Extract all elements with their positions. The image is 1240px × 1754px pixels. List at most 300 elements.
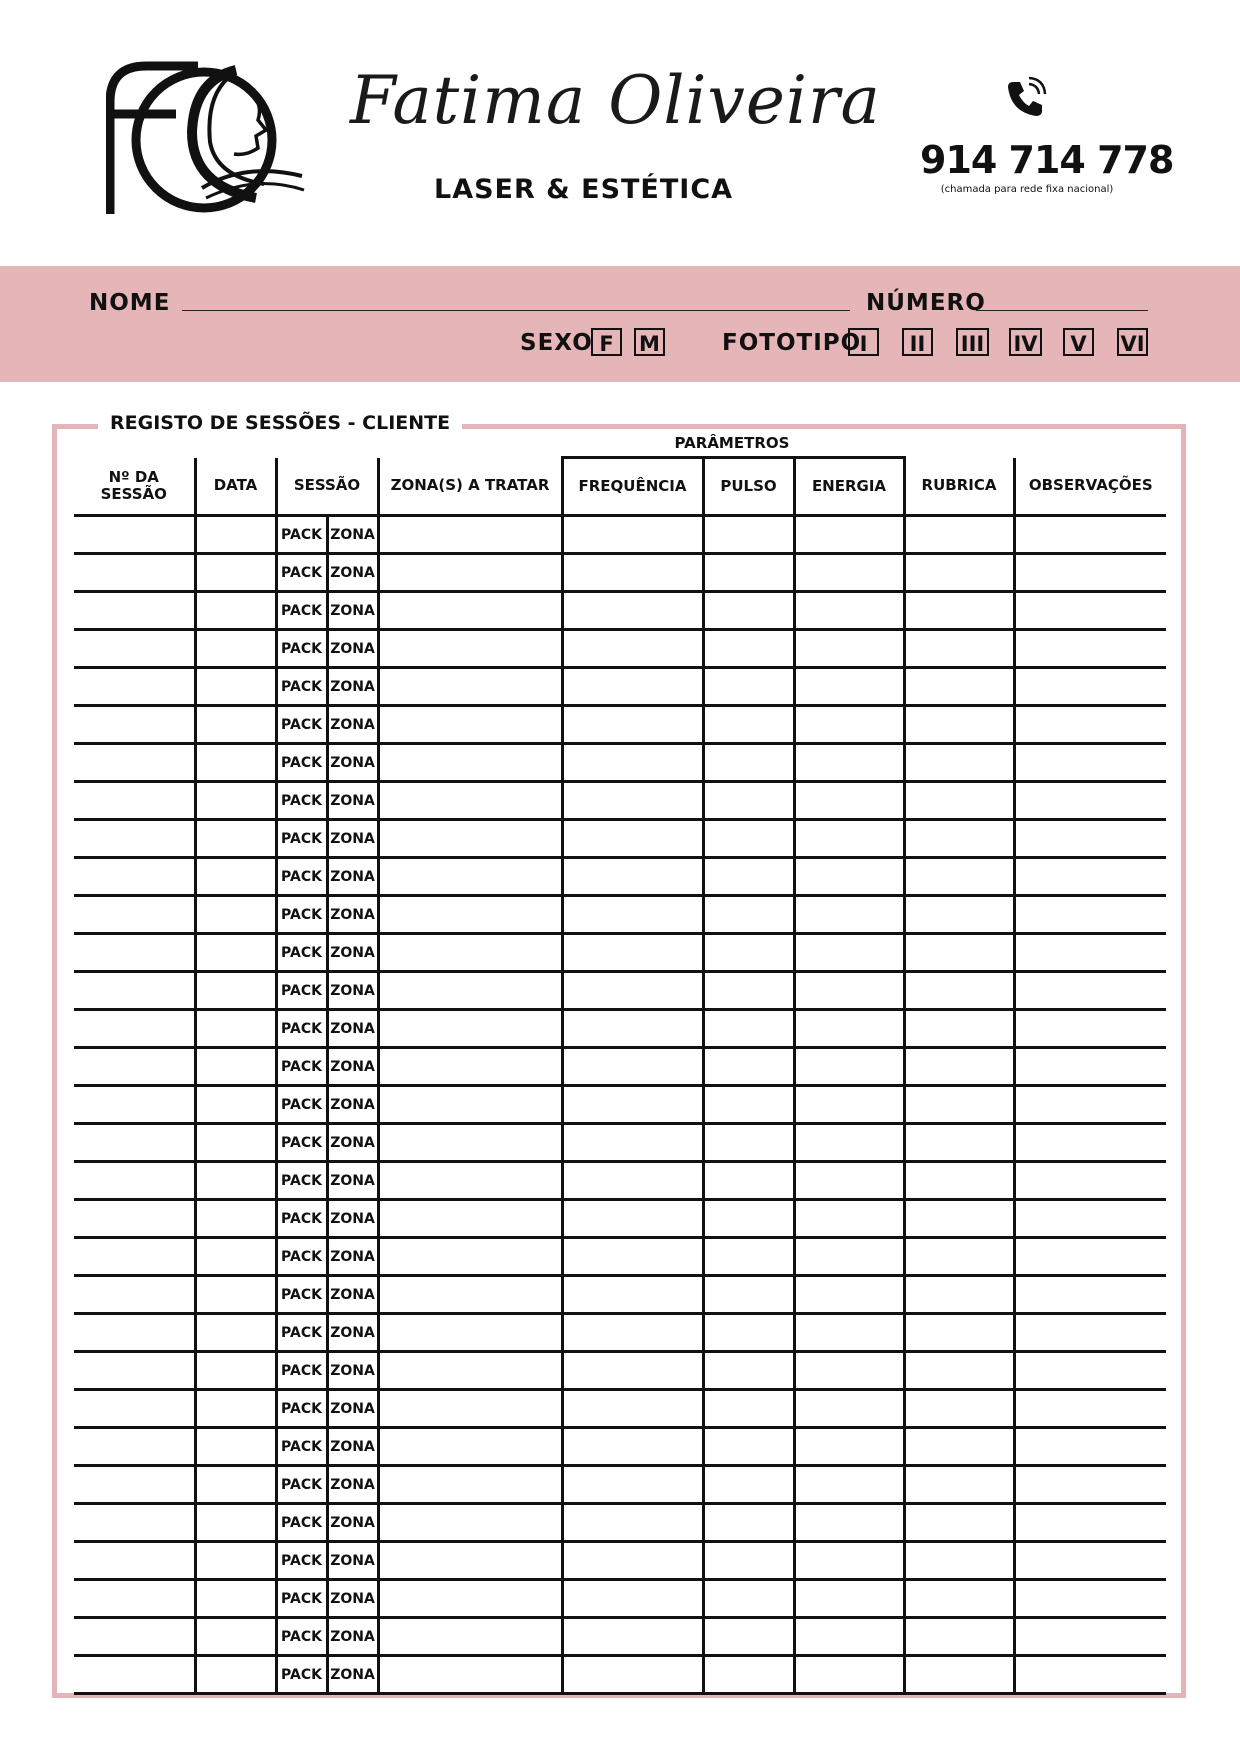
date-cell[interactable]	[195, 1124, 276, 1162]
frequency-cell[interactable]	[562, 706, 703, 744]
frequency-cell[interactable]	[562, 592, 703, 630]
pulse-cell[interactable]	[703, 1314, 794, 1352]
frequency-cell[interactable]	[562, 972, 703, 1010]
notes-cell[interactable]	[1014, 1276, 1166, 1314]
date-cell[interactable]	[195, 706, 276, 744]
date-cell[interactable]	[195, 554, 276, 592]
phototype-option-iv[interactable]: IV	[1009, 328, 1042, 356]
session-number-cell[interactable]	[74, 1542, 195, 1580]
pack-tag[interactable]: PACK	[276, 1466, 327, 1504]
signature-cell[interactable]	[904, 592, 1014, 630]
pulse-cell[interactable]	[703, 630, 794, 668]
session-number-cell[interactable]	[74, 896, 195, 934]
date-cell[interactable]	[195, 1656, 276, 1694]
session-number-cell[interactable]	[74, 1352, 195, 1390]
zones-cell[interactable]	[378, 858, 562, 896]
session-number-cell[interactable]	[74, 516, 195, 554]
session-number-cell[interactable]	[74, 1086, 195, 1124]
date-cell[interactable]	[195, 1504, 276, 1542]
pack-tag[interactable]: PACK	[276, 1618, 327, 1656]
phototype-option-ii[interactable]: II	[902, 328, 933, 356]
signature-cell[interactable]	[904, 1048, 1014, 1086]
signature-cell[interactable]	[904, 972, 1014, 1010]
zones-cell[interactable]	[378, 516, 562, 554]
date-cell[interactable]	[195, 858, 276, 896]
zones-cell[interactable]	[378, 1542, 562, 1580]
session-number-cell[interactable]	[74, 706, 195, 744]
signature-cell[interactable]	[904, 782, 1014, 820]
pack-tag[interactable]: PACK	[276, 516, 327, 554]
notes-cell[interactable]	[1014, 554, 1166, 592]
pack-tag[interactable]: PACK	[276, 1390, 327, 1428]
pulse-cell[interactable]	[703, 1390, 794, 1428]
energy-cell[interactable]	[794, 1390, 904, 1428]
zone-tag[interactable]: ZONA	[327, 1276, 378, 1314]
pack-tag[interactable]: PACK	[276, 1010, 327, 1048]
notes-cell[interactable]	[1014, 934, 1166, 972]
zone-tag[interactable]: ZONA	[327, 820, 378, 858]
notes-cell[interactable]	[1014, 1428, 1166, 1466]
date-cell[interactable]	[195, 1200, 276, 1238]
energy-cell[interactable]	[794, 1086, 904, 1124]
session-number-cell[interactable]	[74, 744, 195, 782]
pack-tag[interactable]: PACK	[276, 706, 327, 744]
zones-cell[interactable]	[378, 1390, 562, 1428]
session-number-cell[interactable]	[74, 1428, 195, 1466]
session-number-cell[interactable]	[74, 1010, 195, 1048]
date-cell[interactable]	[195, 820, 276, 858]
pack-tag[interactable]: PACK	[276, 1656, 327, 1694]
energy-cell[interactable]	[794, 1618, 904, 1656]
signature-cell[interactable]	[904, 1618, 1014, 1656]
zones-cell[interactable]	[378, 554, 562, 592]
pack-tag[interactable]: PACK	[276, 1238, 327, 1276]
notes-cell[interactable]	[1014, 1580, 1166, 1618]
pulse-cell[interactable]	[703, 1466, 794, 1504]
pack-tag[interactable]: PACK	[276, 782, 327, 820]
frequency-cell[interactable]	[562, 1466, 703, 1504]
sex-option-m[interactable]: M	[634, 328, 665, 356]
zone-tag[interactable]: ZONA	[327, 1618, 378, 1656]
zones-cell[interactable]	[378, 1314, 562, 1352]
session-number-cell[interactable]	[74, 1656, 195, 1694]
notes-cell[interactable]	[1014, 1200, 1166, 1238]
signature-cell[interactable]	[904, 706, 1014, 744]
date-cell[interactable]	[195, 1276, 276, 1314]
energy-cell[interactable]	[794, 858, 904, 896]
energy-cell[interactable]	[794, 1162, 904, 1200]
date-cell[interactable]	[195, 1352, 276, 1390]
signature-cell[interactable]	[904, 1200, 1014, 1238]
zones-cell[interactable]	[378, 896, 562, 934]
zones-cell[interactable]	[378, 1504, 562, 1542]
date-cell[interactable]	[195, 1314, 276, 1352]
notes-cell[interactable]	[1014, 1048, 1166, 1086]
frequency-cell[interactable]	[562, 1086, 703, 1124]
frequency-cell[interactable]	[562, 668, 703, 706]
session-number-cell[interactable]	[74, 1504, 195, 1542]
date-cell[interactable]	[195, 744, 276, 782]
signature-cell[interactable]	[904, 1542, 1014, 1580]
frequency-cell[interactable]	[562, 782, 703, 820]
zone-tag[interactable]: ZONA	[327, 554, 378, 592]
zone-tag[interactable]: ZONA	[327, 1162, 378, 1200]
notes-cell[interactable]	[1014, 1466, 1166, 1504]
signature-cell[interactable]	[904, 1086, 1014, 1124]
frequency-cell[interactable]	[562, 820, 703, 858]
session-number-cell[interactable]	[74, 858, 195, 896]
pulse-cell[interactable]	[703, 1542, 794, 1580]
zone-tag[interactable]: ZONA	[327, 1238, 378, 1276]
zone-tag[interactable]: ZONA	[327, 1580, 378, 1618]
zones-cell[interactable]	[378, 1618, 562, 1656]
session-number-cell[interactable]	[74, 1618, 195, 1656]
frequency-cell[interactable]	[562, 1276, 703, 1314]
energy-cell[interactable]	[794, 1504, 904, 1542]
notes-cell[interactable]	[1014, 1124, 1166, 1162]
session-number-cell[interactable]	[74, 1466, 195, 1504]
zone-tag[interactable]: ZONA	[327, 630, 378, 668]
zones-cell[interactable]	[378, 706, 562, 744]
frequency-cell[interactable]	[562, 1618, 703, 1656]
session-number-cell[interactable]	[74, 1314, 195, 1352]
zones-cell[interactable]	[378, 1238, 562, 1276]
pack-tag[interactable]: PACK	[276, 630, 327, 668]
energy-cell[interactable]	[794, 516, 904, 554]
energy-cell[interactable]	[794, 972, 904, 1010]
zone-tag[interactable]: ZONA	[327, 1086, 378, 1124]
energy-cell[interactable]	[794, 554, 904, 592]
pack-tag[interactable]: PACK	[276, 896, 327, 934]
date-cell[interactable]	[195, 668, 276, 706]
pulse-cell[interactable]	[703, 820, 794, 858]
zones-cell[interactable]	[378, 744, 562, 782]
energy-cell[interactable]	[794, 1466, 904, 1504]
zones-cell[interactable]	[378, 820, 562, 858]
zone-tag[interactable]: ZONA	[327, 972, 378, 1010]
session-number-cell[interactable]	[74, 1200, 195, 1238]
signature-cell[interactable]	[904, 1466, 1014, 1504]
pulse-cell[interactable]	[703, 516, 794, 554]
date-cell[interactable]	[195, 630, 276, 668]
notes-cell[interactable]	[1014, 1086, 1166, 1124]
notes-cell[interactable]	[1014, 1314, 1166, 1352]
pack-tag[interactable]: PACK	[276, 744, 327, 782]
energy-cell[interactable]	[794, 934, 904, 972]
session-number-cell[interactable]	[74, 820, 195, 858]
pulse-cell[interactable]	[703, 1504, 794, 1542]
zone-tag[interactable]: ZONA	[327, 1124, 378, 1162]
zones-cell[interactable]	[378, 1656, 562, 1694]
pulse-cell[interactable]	[703, 1618, 794, 1656]
signature-cell[interactable]	[904, 1390, 1014, 1428]
pulse-cell[interactable]	[703, 1086, 794, 1124]
pulse-cell[interactable]	[703, 592, 794, 630]
pulse-cell[interactable]	[703, 1352, 794, 1390]
frequency-cell[interactable]	[562, 1124, 703, 1162]
zone-tag[interactable]: ZONA	[327, 706, 378, 744]
signature-cell[interactable]	[904, 668, 1014, 706]
notes-cell[interactable]	[1014, 1162, 1166, 1200]
energy-cell[interactable]	[794, 630, 904, 668]
pulse-cell[interactable]	[703, 1428, 794, 1466]
notes-cell[interactable]	[1014, 744, 1166, 782]
pack-tag[interactable]: PACK	[276, 1276, 327, 1314]
energy-cell[interactable]	[794, 820, 904, 858]
energy-cell[interactable]	[794, 1428, 904, 1466]
pulse-cell[interactable]	[703, 972, 794, 1010]
frequency-cell[interactable]	[562, 1428, 703, 1466]
date-cell[interactable]	[195, 1010, 276, 1048]
pulse-cell[interactable]	[703, 1656, 794, 1694]
frequency-cell[interactable]	[562, 858, 703, 896]
zone-tag[interactable]: ZONA	[327, 744, 378, 782]
zone-tag[interactable]: ZONA	[327, 668, 378, 706]
energy-cell[interactable]	[794, 782, 904, 820]
zones-cell[interactable]	[378, 1086, 562, 1124]
date-cell[interactable]	[195, 516, 276, 554]
zones-cell[interactable]	[378, 782, 562, 820]
session-number-cell[interactable]	[74, 630, 195, 668]
signature-cell[interactable]	[904, 934, 1014, 972]
date-cell[interactable]	[195, 1238, 276, 1276]
energy-cell[interactable]	[794, 706, 904, 744]
phototype-option-vi[interactable]: VI	[1117, 328, 1148, 356]
energy-cell[interactable]	[794, 1542, 904, 1580]
phototype-option-i[interactable]: I	[848, 328, 879, 356]
number-field[interactable]	[976, 310, 1148, 311]
session-number-cell[interactable]	[74, 1048, 195, 1086]
pulse-cell[interactable]	[703, 1010, 794, 1048]
date-cell[interactable]	[195, 1086, 276, 1124]
zones-cell[interactable]	[378, 1276, 562, 1314]
date-cell[interactable]	[195, 1162, 276, 1200]
pack-tag[interactable]: PACK	[276, 820, 327, 858]
date-cell[interactable]	[195, 1428, 276, 1466]
zone-tag[interactable]: ZONA	[327, 934, 378, 972]
pack-tag[interactable]: PACK	[276, 1048, 327, 1086]
zone-tag[interactable]: ZONA	[327, 516, 378, 554]
notes-cell[interactable]	[1014, 1238, 1166, 1276]
date-cell[interactable]	[195, 972, 276, 1010]
session-number-cell[interactable]	[74, 782, 195, 820]
energy-cell[interactable]	[794, 1238, 904, 1276]
frequency-cell[interactable]	[562, 896, 703, 934]
notes-cell[interactable]	[1014, 1504, 1166, 1542]
signature-cell[interactable]	[904, 744, 1014, 782]
notes-cell[interactable]	[1014, 972, 1166, 1010]
sex-option-f[interactable]: F	[591, 328, 622, 356]
frequency-cell[interactable]	[562, 1656, 703, 1694]
zones-cell[interactable]	[378, 1010, 562, 1048]
zones-cell[interactable]	[378, 972, 562, 1010]
session-number-cell[interactable]	[74, 972, 195, 1010]
energy-cell[interactable]	[794, 1200, 904, 1238]
energy-cell[interactable]	[794, 1352, 904, 1390]
pack-tag[interactable]: PACK	[276, 1124, 327, 1162]
date-cell[interactable]	[195, 1466, 276, 1504]
zone-tag[interactable]: ZONA	[327, 1200, 378, 1238]
signature-cell[interactable]	[904, 1276, 1014, 1314]
notes-cell[interactable]	[1014, 1010, 1166, 1048]
zones-cell[interactable]	[378, 1352, 562, 1390]
session-number-cell[interactable]	[74, 1580, 195, 1618]
pack-tag[interactable]: PACK	[276, 858, 327, 896]
pack-tag[interactable]: PACK	[276, 1504, 327, 1542]
session-number-cell[interactable]	[74, 1124, 195, 1162]
zones-cell[interactable]	[378, 1124, 562, 1162]
energy-cell[interactable]	[794, 1656, 904, 1694]
session-number-cell[interactable]	[74, 668, 195, 706]
zone-tag[interactable]: ZONA	[327, 592, 378, 630]
frequency-cell[interactable]	[562, 1010, 703, 1048]
signature-cell[interactable]	[904, 1162, 1014, 1200]
date-cell[interactable]	[195, 782, 276, 820]
signature-cell[interactable]	[904, 516, 1014, 554]
zones-cell[interactable]	[378, 934, 562, 972]
frequency-cell[interactable]	[562, 1048, 703, 1086]
signature-cell[interactable]	[904, 630, 1014, 668]
zone-tag[interactable]: ZONA	[327, 1542, 378, 1580]
zones-cell[interactable]	[378, 1200, 562, 1238]
session-number-cell[interactable]	[74, 1162, 195, 1200]
notes-cell[interactable]	[1014, 516, 1166, 554]
notes-cell[interactable]	[1014, 782, 1166, 820]
frequency-cell[interactable]	[562, 934, 703, 972]
notes-cell[interactable]	[1014, 1352, 1166, 1390]
zones-cell[interactable]	[378, 592, 562, 630]
name-field[interactable]	[182, 310, 850, 311]
frequency-cell[interactable]	[562, 630, 703, 668]
zones-cell[interactable]	[378, 1428, 562, 1466]
zone-tag[interactable]: ZONA	[327, 1428, 378, 1466]
zone-tag[interactable]: ZONA	[327, 1314, 378, 1352]
frequency-cell[interactable]	[562, 1352, 703, 1390]
pulse-cell[interactable]	[703, 782, 794, 820]
energy-cell[interactable]	[794, 1124, 904, 1162]
zones-cell[interactable]	[378, 1048, 562, 1086]
zone-tag[interactable]: ZONA	[327, 1504, 378, 1542]
session-number-cell[interactable]	[74, 934, 195, 972]
zones-cell[interactable]	[378, 1466, 562, 1504]
signature-cell[interactable]	[904, 1238, 1014, 1276]
signature-cell[interactable]	[904, 1656, 1014, 1694]
pack-tag[interactable]: PACK	[276, 1086, 327, 1124]
zone-tag[interactable]: ZONA	[327, 896, 378, 934]
frequency-cell[interactable]	[562, 554, 703, 592]
pulse-cell[interactable]	[703, 1580, 794, 1618]
pulse-cell[interactable]	[703, 1124, 794, 1162]
signature-cell[interactable]	[904, 1580, 1014, 1618]
notes-cell[interactable]	[1014, 1542, 1166, 1580]
signature-cell[interactable]	[904, 1504, 1014, 1542]
pack-tag[interactable]: PACK	[276, 554, 327, 592]
pulse-cell[interactable]	[703, 858, 794, 896]
notes-cell[interactable]	[1014, 1390, 1166, 1428]
frequency-cell[interactable]	[562, 744, 703, 782]
signature-cell[interactable]	[904, 1010, 1014, 1048]
date-cell[interactable]	[195, 592, 276, 630]
zones-cell[interactable]	[378, 630, 562, 668]
date-cell[interactable]	[195, 1542, 276, 1580]
energy-cell[interactable]	[794, 1580, 904, 1618]
pulse-cell[interactable]	[703, 1200, 794, 1238]
signature-cell[interactable]	[904, 896, 1014, 934]
pulse-cell[interactable]	[703, 744, 794, 782]
session-number-cell[interactable]	[74, 1238, 195, 1276]
frequency-cell[interactable]	[562, 1390, 703, 1428]
zone-tag[interactable]: ZONA	[327, 1048, 378, 1086]
pack-tag[interactable]: PACK	[276, 972, 327, 1010]
session-number-cell[interactable]	[74, 554, 195, 592]
date-cell[interactable]	[195, 1048, 276, 1086]
energy-cell[interactable]	[794, 668, 904, 706]
signature-cell[interactable]	[904, 1124, 1014, 1162]
notes-cell[interactable]	[1014, 858, 1166, 896]
notes-cell[interactable]	[1014, 1618, 1166, 1656]
pulse-cell[interactable]	[703, 706, 794, 744]
zone-tag[interactable]: ZONA	[327, 782, 378, 820]
zones-cell[interactable]	[378, 1580, 562, 1618]
date-cell[interactable]	[195, 1580, 276, 1618]
signature-cell[interactable]	[904, 554, 1014, 592]
signature-cell[interactable]	[904, 820, 1014, 858]
zone-tag[interactable]: ZONA	[327, 1010, 378, 1048]
date-cell[interactable]	[195, 1618, 276, 1656]
energy-cell[interactable]	[794, 1048, 904, 1086]
pulse-cell[interactable]	[703, 1048, 794, 1086]
frequency-cell[interactable]	[562, 1200, 703, 1238]
pulse-cell[interactable]	[703, 896, 794, 934]
pulse-cell[interactable]	[703, 668, 794, 706]
frequency-cell[interactable]	[562, 1314, 703, 1352]
notes-cell[interactable]	[1014, 1656, 1166, 1694]
notes-cell[interactable]	[1014, 668, 1166, 706]
pulse-cell[interactable]	[703, 1276, 794, 1314]
signature-cell[interactable]	[904, 1352, 1014, 1390]
zones-cell[interactable]	[378, 668, 562, 706]
energy-cell[interactable]	[794, 744, 904, 782]
pack-tag[interactable]: PACK	[276, 1200, 327, 1238]
pack-tag[interactable]: PACK	[276, 1314, 327, 1352]
phototype-option-v[interactable]: V	[1063, 328, 1094, 356]
notes-cell[interactable]	[1014, 820, 1166, 858]
pack-tag[interactable]: PACK	[276, 668, 327, 706]
pack-tag[interactable]: PACK	[276, 934, 327, 972]
energy-cell[interactable]	[794, 1314, 904, 1352]
frequency-cell[interactable]	[562, 1580, 703, 1618]
signature-cell[interactable]	[904, 1428, 1014, 1466]
frequency-cell[interactable]	[562, 516, 703, 554]
pack-tag[interactable]: PACK	[276, 1542, 327, 1580]
zone-tag[interactable]: ZONA	[327, 1390, 378, 1428]
energy-cell[interactable]	[794, 896, 904, 934]
signature-cell[interactable]	[904, 1314, 1014, 1352]
frequency-cell[interactable]	[562, 1162, 703, 1200]
pulse-cell[interactable]	[703, 1238, 794, 1276]
pack-tag[interactable]: PACK	[276, 1352, 327, 1390]
zone-tag[interactable]: ZONA	[327, 1352, 378, 1390]
pack-tag[interactable]: PACK	[276, 1580, 327, 1618]
date-cell[interactable]	[195, 896, 276, 934]
pack-tag[interactable]: PACK	[276, 592, 327, 630]
pack-tag[interactable]: PACK	[276, 1162, 327, 1200]
notes-cell[interactable]	[1014, 706, 1166, 744]
zone-tag[interactable]: ZONA	[327, 858, 378, 896]
zones-cell[interactable]	[378, 1162, 562, 1200]
pack-tag[interactable]: PACK	[276, 1428, 327, 1466]
notes-cell[interactable]	[1014, 896, 1166, 934]
